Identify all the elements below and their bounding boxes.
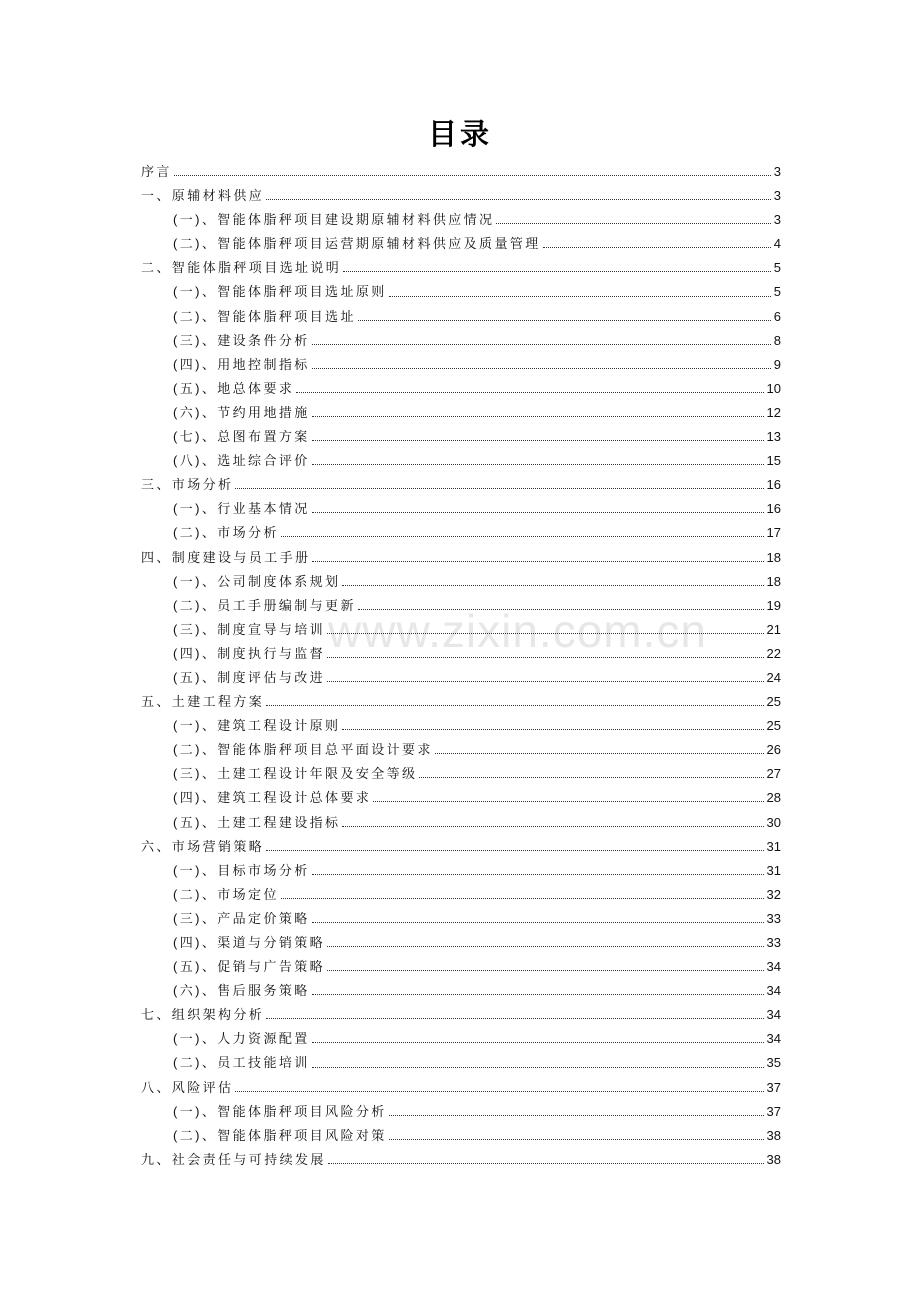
toc-entry[interactable] [141, 1003, 781, 1027]
toc-entry-label: (二)、智能体脂秤项目运营期原辅材料供应及质量管理 [173, 236, 541, 252]
toc-entry-page-number: 3 [773, 164, 781, 179]
toc-dot-leader [342, 729, 763, 730]
toc-dot-leader [343, 271, 771, 272]
toc-entry-label: (八)、选址综合评价 [173, 453, 310, 469]
toc-entry-label: (三)、制度宣导与培训 [173, 621, 326, 637]
toc-entry[interactable] [141, 208, 781, 232]
toc-entry-page-number: 38 [766, 1127, 781, 1143]
toc-entry-label: (五)、土建工程建设指标 [173, 814, 341, 830]
toc-entry-label: (二)、员工手册编制与更新 [173, 597, 356, 613]
toc-entry-page-number: 17 [766, 525, 781, 541]
toc-entry[interactable] [141, 835, 781, 859]
toc-entry[interactable] [141, 618, 781, 642]
toc-entry-label: (三)、土建工程设计年限及安全等级 [173, 766, 418, 782]
toc-entry-label: (四)、制度执行与监督 [173, 645, 326, 661]
toc-dot-leader [327, 657, 763, 658]
toc-entry-label: (二)、智能体脂秤项目风险对策 [173, 1127, 387, 1143]
toc-entry-label: (一)、建筑工程设计原则 [173, 718, 341, 734]
toc-entry[interactable] [141, 401, 781, 425]
toc-entry-label: (二)、智能体脂秤项目总平面设计要求 [173, 742, 433, 758]
toc-entry-label: 九、社会责任与可持续发展 [141, 1151, 326, 1167]
toc-entry-label: 八、风险评估 [141, 1079, 234, 1095]
toc-entry-label: 一、原辅材料供应 [141, 188, 265, 204]
toc-entry[interactable] [141, 377, 781, 401]
toc-entry[interactable] [141, 232, 781, 256]
toc-entry-page-number: 16 [766, 501, 781, 517]
toc-dot-leader [496, 223, 770, 224]
toc-entry-page-number: 18 [766, 573, 781, 589]
toc-dot-leader [174, 175, 771, 176]
toc-entry-label: (二)、员工技能培训 [173, 1055, 310, 1071]
toc-dot-leader [312, 416, 764, 417]
toc-entry[interactable] [141, 714, 781, 738]
toc-entry[interactable] [141, 184, 781, 208]
toc-entry[interactable] [141, 570, 781, 594]
toc-entry-label: (一)、智能体脂秤项目选址原则 [173, 284, 387, 300]
toc-entry-label: (七)、总图布置方案 [173, 429, 310, 445]
toc-dot-leader [235, 1091, 763, 1092]
toc-entry-label: (六)、节约用地措施 [173, 404, 310, 420]
toc-dot-leader [435, 753, 764, 754]
toc-entry[interactable] [141, 305, 781, 329]
toc-dot-leader [266, 850, 763, 851]
toc-entry[interactable] [141, 642, 781, 666]
toc-dot-leader [296, 392, 763, 393]
toc-entry-page-number: 19 [766, 597, 781, 613]
toc-dot-leader [419, 777, 763, 778]
toc-entry[interactable] [141, 1124, 781, 1148]
toc-dot-leader [358, 609, 764, 610]
toc-entry[interactable] [141, 594, 781, 618]
toc-entry-page-number: 13 [766, 429, 781, 445]
toc-dot-leader [312, 512, 764, 513]
toc-entry-page-number: 34 [766, 959, 781, 975]
toc-entry-page-number: 9 [773, 356, 781, 372]
toc-entry-page-number: 25 [766, 718, 781, 734]
toc-dot-leader [328, 1163, 764, 1164]
toc-dot-leader [342, 585, 763, 586]
toc-entry-page-number: 12 [766, 404, 781, 420]
toc-entry-label: 二、智能体脂秤项目选址说明 [141, 260, 342, 276]
toc-entry-page-number: 27 [766, 766, 781, 782]
toc-entry[interactable] [141, 811, 781, 835]
toc-entry-label: 三、市场分析 [141, 477, 234, 493]
toc-entry[interactable] [141, 859, 781, 883]
toc-entry-page-number: 33 [766, 935, 781, 950]
toc-entry-label: (五)、地总体要求 [173, 380, 295, 396]
toc-entry-page-number: 3 [773, 212, 781, 228]
toc-entry-label: (二)、市场定位 [173, 886, 279, 902]
toc-entry-label: (四)、建筑工程设计总体要求 [173, 790, 372, 806]
toc-dot-leader [327, 970, 763, 971]
toc-entry[interactable] [141, 449, 781, 473]
toc-entry-page-number: 35 [766, 1055, 781, 1071]
toc-dot-leader [543, 247, 771, 248]
toc-entry-page-number: 31 [766, 838, 781, 854]
toc-entry-page-number: 34 [766, 1007, 781, 1023]
toc-entry[interactable] [141, 1076, 781, 1100]
toc-entry[interactable] [141, 329, 781, 353]
toc-dot-leader [312, 368, 771, 369]
toc-entry-page-number: 30 [766, 814, 781, 830]
toc-entry[interactable] [141, 979, 781, 1003]
toc-entry[interactable] [141, 666, 781, 690]
toc-entry-label: (三)、建设条件分析 [173, 332, 310, 348]
toc-entry-label: 四、制度建设与员工手册 [141, 549, 311, 565]
toc-entry[interactable] [141, 1051, 781, 1075]
toc-entry-page-number: 5 [773, 284, 781, 300]
toc-entry-page-number: 34 [766, 1031, 781, 1047]
toc-entry-page-number: 4 [773, 236, 781, 252]
toc-entry[interactable] [141, 1148, 781, 1172]
toc-entry-page-number: 21 [766, 621, 781, 637]
toc-dot-leader [327, 681, 763, 682]
toc-dot-leader [342, 826, 763, 827]
toc-dot-leader [312, 922, 764, 923]
toc-entry[interactable] [141, 690, 781, 714]
toc-entry-page-number: 16 [766, 477, 781, 493]
toc-entry-page-number: 26 [766, 742, 781, 758]
toc-entry[interactable] [141, 473, 781, 497]
toc-dot-leader [312, 994, 764, 995]
toc-entry-label: (一)、智能体脂秤项目风险分析 [173, 1103, 387, 1119]
toc-entry[interactable] [141, 883, 781, 907]
toc-dot-leader [358, 320, 771, 321]
toc-entry[interactable] [141, 546, 781, 570]
toc-entry-page-number: 22 [766, 645, 781, 661]
table-of-contents [141, 160, 781, 1172]
toc-entry-label: (二)、市场分析 [173, 525, 279, 541]
toc-dot-leader [266, 705, 763, 706]
toc-entry[interactable] [141, 256, 781, 280]
toc-entry-label: 七、组织架构分析 [141, 1007, 265, 1023]
toc-dot-leader [373, 801, 763, 802]
toc-entry-page-number: 3 [773, 188, 781, 204]
toc-dot-leader [312, 561, 763, 562]
toc-dot-leader [389, 1139, 764, 1140]
toc-dot-leader [389, 1115, 764, 1116]
toc-entry[interactable] [141, 425, 781, 449]
toc-dot-leader [266, 1018, 763, 1019]
toc-entry[interactable] [141, 955, 781, 979]
toc-dot-leader [312, 344, 771, 345]
toc-entry-label: (一)、人力资源配置 [173, 1031, 310, 1047]
toc-entry-page-number: 15 [766, 453, 781, 469]
toc-entry-label: 序言 [141, 164, 172, 179]
toc-entry-page-number: 34 [766, 983, 781, 999]
toc-entry-page-number: 10 [766, 380, 781, 396]
toc-entry-page-number: 6 [773, 308, 781, 324]
toc-entry[interactable] [141, 353, 781, 377]
toc-entry-label: (五)、促销与广告策略 [173, 959, 326, 975]
toc-entry-page-number: 31 [766, 862, 781, 878]
toc-dot-leader [235, 488, 763, 489]
toc-entry[interactable] [141, 762, 781, 786]
toc-entry-page-number: 37 [766, 1079, 781, 1095]
toc-entry-page-number: 24 [766, 669, 781, 685]
toc-entry-label: (四)、渠道与分销策略 [173, 935, 326, 950]
toc-entry-label: (四)、用地控制指标 [173, 356, 310, 372]
toc-entry[interactable] [141, 521, 781, 545]
toc-entry-page-number: 37 [766, 1103, 781, 1119]
toc-entry-label: (一)、目标市场分析 [173, 862, 310, 878]
toc-dot-leader [312, 464, 764, 465]
toc-entry[interactable] [141, 907, 781, 931]
toc-entry-page-number: 18 [766, 549, 781, 565]
toc-entry[interactable] [141, 738, 781, 762]
toc-entry-label: (一)、公司制度体系规划 [173, 573, 341, 589]
toc-entry-label: (六)、售后服务策略 [173, 983, 310, 999]
toc-entry-page-number: 5 [773, 260, 781, 276]
toc-entry[interactable] [141, 1027, 781, 1051]
toc-entry-label: (一)、智能体脂秤项目建设期原辅材料供应情况 [173, 212, 495, 228]
toc-entry-label: (五)、制度评估与改进 [173, 669, 326, 685]
toc-entry-page-number: 8 [773, 332, 781, 348]
toc-entry-page-number: 38 [766, 1151, 781, 1167]
toc-entry[interactable] [141, 280, 781, 304]
toc-dot-leader [281, 898, 764, 899]
toc-entry-page-number: 32 [766, 886, 781, 902]
watermark: www.zixin.com.cn [328, 605, 707, 657]
toc-entry[interactable] [141, 497, 781, 521]
toc-dot-leader [327, 946, 763, 947]
toc-entry-page-number: 28 [766, 790, 781, 806]
toc-entry-label: 六、市场营销策略 [141, 838, 265, 854]
toc-entry[interactable] [141, 786, 781, 810]
toc-entry-label: (三)、产品定价策略 [173, 910, 310, 926]
toc-dot-leader [281, 536, 764, 537]
toc-dot-leader [327, 633, 763, 634]
toc-dot-leader [312, 874, 764, 875]
toc-dot-leader [389, 296, 771, 297]
toc-entry-label: (二)、智能体脂秤项目选址 [173, 308, 356, 324]
toc-entry-label: 五、土建工程方案 [141, 694, 265, 710]
toc-entry[interactable] [141, 1100, 781, 1124]
toc-entry-page-number: 25 [766, 694, 781, 710]
toc-dot-leader [312, 1067, 764, 1068]
page-title: 目录 [427, 119, 492, 151]
toc-dot-leader [266, 199, 771, 200]
toc-entry-page-number: 33 [766, 910, 781, 926]
toc-entry[interactable] [141, 931, 781, 955]
toc-dot-leader [312, 1042, 764, 1043]
toc-entry[interactable] [141, 160, 781, 184]
toc-dot-leader [312, 440, 764, 441]
toc-entry-label: (一)、行业基本情况 [173, 501, 310, 517]
